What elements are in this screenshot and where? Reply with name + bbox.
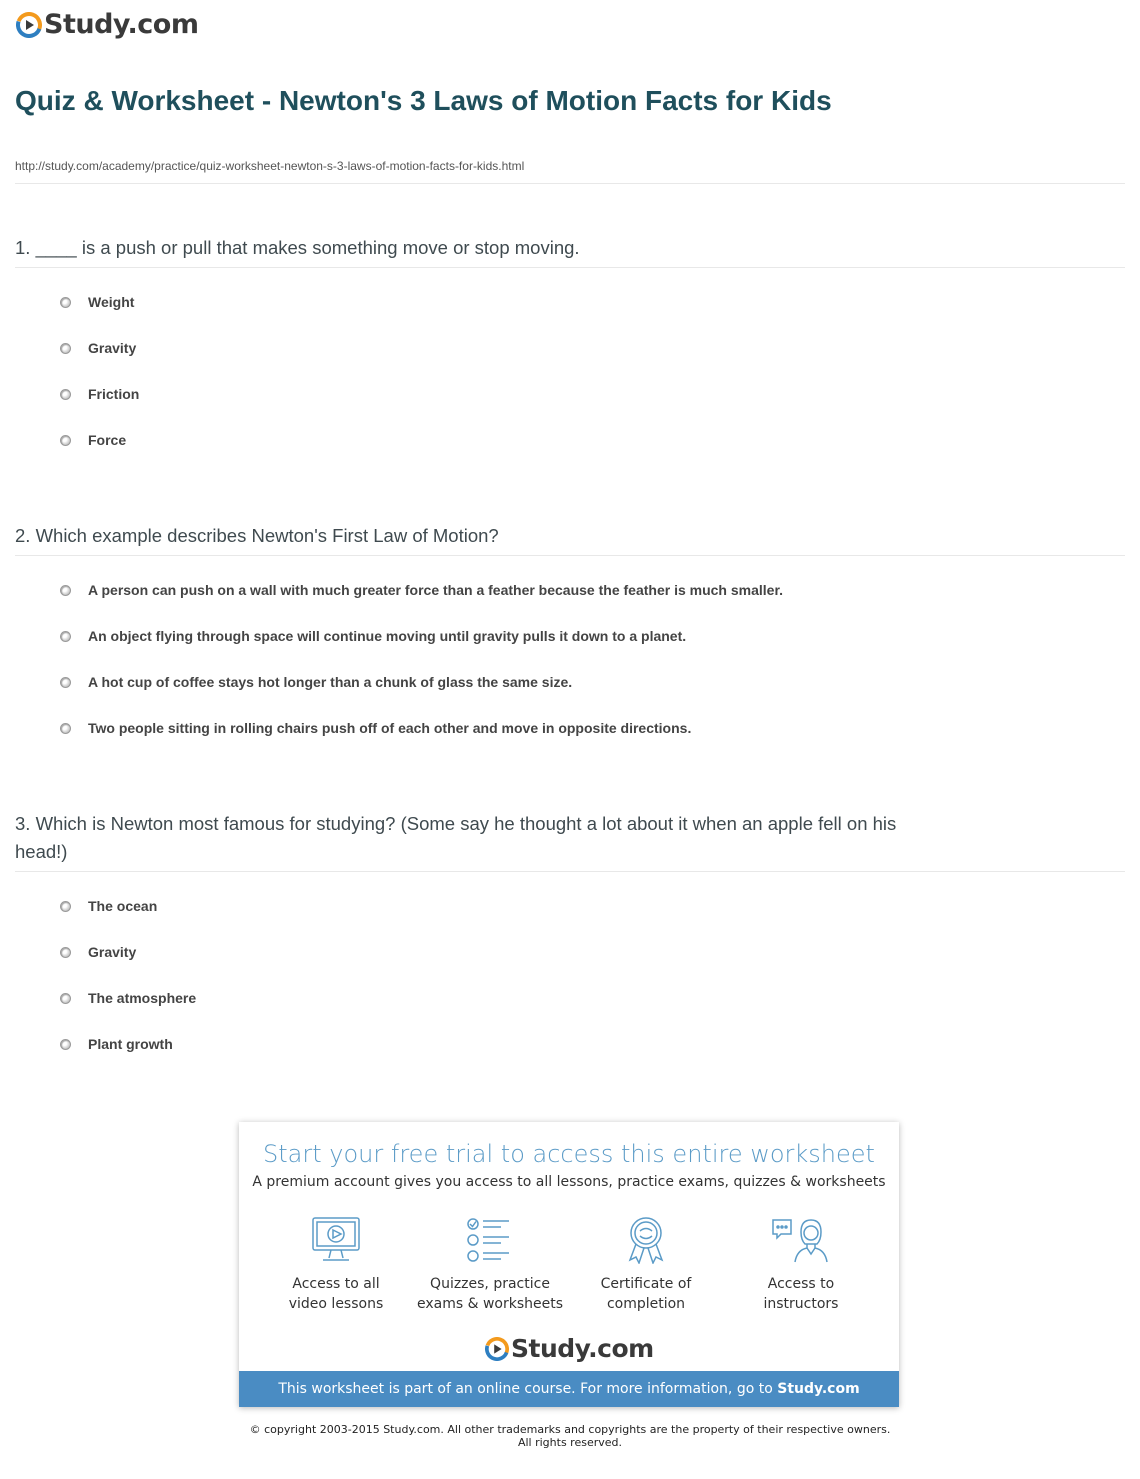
option-label: Gravity [88, 944, 137, 960]
radio-button[interactable] [60, 297, 71, 308]
radio-button[interactable] [60, 947, 71, 958]
answer-option[interactable] [60, 628, 686, 644]
option-label: A person can push on a wall with much greater force than a feather because the feather is much smaller. [88, 582, 784, 598]
feature-label: Access to all video lessons [288, 1276, 384, 1312]
video-lesson-icon [311, 1216, 361, 1264]
study-logo[interactable] [16, 9, 198, 40]
answer-option[interactable] [60, 990, 196, 1006]
option-label: Friction [88, 386, 140, 402]
copyright-text: © copyright 2003-2015 Study.com. All other trademarks and copyrights are the property of their respective owners. [249, 1423, 891, 1436]
certificate-icon [621, 1216, 671, 1264]
radio-button[interactable] [60, 343, 71, 354]
study-logo-promo[interactable] [485, 1334, 654, 1363]
feature-instructors [721, 1216, 881, 1314]
question-text: 2. Which example describes Newton's First Law of Motion? [15, 525, 499, 546]
option-label: An object flying through space will continue moving until gravity pulls it down to a planet. [88, 628, 687, 644]
page-title: Quiz & Worksheet - Newton's 3 Laws of Motion Facts for Kids [15, 85, 832, 116]
radio-button[interactable] [60, 901, 71, 912]
radio-button[interactable] [60, 435, 71, 446]
option-label: The ocean [88, 898, 158, 914]
divider [15, 555, 1125, 556]
answer-option[interactable] [60, 1036, 173, 1052]
answer-option[interactable] [60, 898, 157, 914]
answer-option[interactable] [60, 720, 691, 736]
course-info-banner [239, 1371, 899, 1407]
promo-title[interactable]: Start your free trial to access this entire worksheet [263, 1140, 875, 1168]
radio-button[interactable] [60, 389, 71, 400]
checklist-icon [465, 1216, 515, 1264]
option-label: Two people sitting in rolling chairs push off of each other and move in opposite directions. [88, 720, 692, 736]
radio-button[interactable] [60, 1039, 71, 1050]
option-label: A hot cup of coffee stays hot longer than a chunk of glass the same size. [88, 674, 573, 690]
play-logo-icon [485, 1337, 509, 1361]
feature-video-lessons [256, 1216, 416, 1314]
option-label: Force [88, 432, 127, 448]
answer-option[interactable] [60, 294, 134, 310]
logo-text: Study.com [511, 1334, 654, 1363]
study-link[interactable]: Study.com [777, 1381, 860, 1397]
radio-button[interactable] [60, 677, 71, 688]
instructor-icon [771, 1216, 831, 1264]
option-label: The atmosphere [88, 990, 197, 1006]
radio-button[interactable] [60, 585, 71, 596]
option-label: Plant growth [88, 1036, 173, 1052]
divider [15, 183, 1125, 184]
answer-option[interactable] [60, 582, 783, 598]
radio-button[interactable] [60, 993, 71, 1004]
question-text: 3. Which is Newton most famous for studying? (Some say he thought a lot about it when an apple fell on his head!) [15, 813, 897, 862]
free-trial-promo [239, 1122, 899, 1407]
answer-option[interactable] [60, 340, 136, 356]
footer [0, 1423, 1140, 1449]
question-text: 1. ____ is a push or pull that makes something move or stop moving. [15, 237, 580, 258]
answer-option[interactable] [60, 674, 572, 690]
answer-option[interactable] [60, 944, 136, 960]
answer-option[interactable] [60, 386, 139, 402]
feature-quizzes [410, 1216, 570, 1314]
radio-button[interactable] [60, 631, 71, 642]
rights-text: All rights reserved. [517, 1436, 623, 1449]
divider [15, 871, 1125, 872]
feature-label: Quizzes, practice exams & worksheets [416, 1276, 564, 1312]
option-label: Weight [88, 294, 135, 310]
page-url: http://study.com/academy/practice/quiz-worksheet-newton-s-3-laws-of-motion-facts-for-kids.html [15, 159, 525, 173]
feature-label: Access to instructors [763, 1276, 839, 1312]
promo-subtitle: A premium account gives you access to all lessons, practice exams, quizzes & worksheets [252, 1174, 886, 1190]
play-logo-icon [16, 12, 42, 38]
divider [15, 267, 1125, 268]
logo-text: Study.com [44, 9, 199, 40]
radio-button[interactable] [60, 723, 71, 734]
answer-option[interactable] [60, 432, 126, 448]
feature-certificate [566, 1216, 726, 1314]
option-label: Gravity [88, 340, 137, 356]
feature-label: Certificate of completion [600, 1276, 692, 1312]
banner-text: This worksheet is part of an online course. For more information, go to [278, 1381, 778, 1397]
